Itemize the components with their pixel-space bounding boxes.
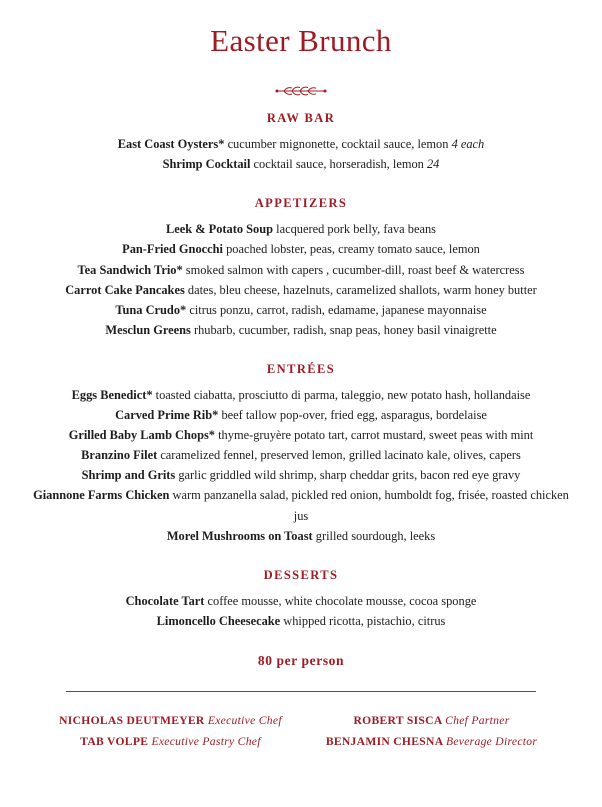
staff-credits — [24, 710, 578, 753]
menu-item — [24, 280, 578, 300]
menu-item-description: caramelized fennel, preserved lemon, grilled lacinato kale, olives, capers — [160, 448, 521, 463]
menu-item-description: cucumber mignonette, cocktail sauce, lemon — [227, 137, 449, 152]
staff-name: BENJAMIN CHESNA — [325, 735, 443, 749]
section-heading: RAW BAR — [266, 111, 336, 126]
staff-name: ROBERT SISCA — [353, 713, 442, 727]
menu-item-name: Tuna Crudo* — [115, 302, 187, 317]
menu-item — [24, 154, 578, 174]
staff-role: Executive Pastry Chef — [151, 735, 261, 749]
menu-item-name: Grilled Baby Lamb Chops* — [68, 428, 215, 443]
staff-name: TAB VOLPE — [80, 735, 149, 749]
menu-item-price: 4 each — [451, 137, 485, 152]
menu-item — [24, 320, 578, 340]
staff-role: Beverage Director — [445, 735, 538, 749]
staff-role: Chef Partner — [445, 713, 510, 727]
staff-column-right — [311, 710, 552, 753]
menu-item — [24, 300, 578, 320]
staff-entry — [311, 710, 552, 731]
menu-item-name: Eggs Benedict* — [71, 387, 153, 402]
section-raw-bar — [24, 111, 578, 174]
menu-item — [24, 239, 578, 259]
menu-item-description: citrus ponzu, carrot, radish, edamame, japanese mayonnaise — [189, 302, 487, 317]
staff-entry — [50, 731, 291, 752]
menu-item-name: Chocolate Tart — [125, 593, 205, 608]
menu-item-name: Pan-Fried Gnocchi — [122, 242, 223, 257]
menu-item-description: smoked salmon with capers , cucumber-dill, roast beef & watercress — [185, 262, 525, 277]
menu-item-description: poached lobster, peas, creamy tomato sauce, lemon — [226, 242, 480, 257]
menu-item-description: coffee mousse, white chocolate mousse, cocoa sponge — [207, 593, 477, 608]
menu-item-price: 24 — [426, 157, 440, 172]
section-heading: ENTRÉES — [266, 361, 336, 376]
menu-item-description: whipped ricotta, pistachio, citrus — [283, 613, 446, 628]
menu-item-name: Leek & Potato Soup — [165, 222, 274, 237]
menu-item-description: toasted ciabatta, prosciutto di parma, taleggio, new potato hash, hollandaise — [155, 387, 531, 402]
menu-item-name: Giannone Farms Chicken — [33, 488, 170, 503]
menu-item-description: rhubarb, cucumber, radish, snap peas, honey basil vinaigrette — [193, 322, 497, 337]
menu-item-description: thyme-gruyère potato tart, carrot mustard, sweet peas with mint — [218, 428, 534, 443]
divider — [66, 691, 536, 692]
spacer — [24, 174, 578, 192]
menu-item-name: Carrot Cake Pancakes — [65, 282, 185, 297]
menu-item-name: Tea Sandwich Trio* — [77, 262, 183, 277]
menu-item — [24, 219, 578, 239]
staff-name: NICHOLAS DEUTMEYER — [59, 713, 205, 727]
menu-item — [24, 134, 578, 154]
menu-item-description: beef tallow pop-over, fried egg, asparagus, bordelaise — [221, 408, 487, 423]
menu-item-description: dates, bleu cheese, hazelnuts, caramelized shallots, warm honey butter — [187, 282, 537, 297]
menu-item-name: East Coast Oysters* — [117, 137, 225, 152]
menu-item — [24, 405, 578, 425]
menu-item — [24, 591, 578, 611]
menu-item — [24, 385, 578, 405]
spacer — [24, 340, 578, 358]
menu-item-name: Carved Prime Rib* — [115, 408, 219, 423]
menu-item-name: Shrimp Cocktail — [162, 157, 251, 172]
menu-item-name: Limoncello Cheesecake — [156, 613, 281, 628]
section-appetizers — [24, 196, 578, 340]
menu-item-description: cocktail sauce, horseradish, lemon — [253, 157, 424, 172]
section-heading: APPETIZERS — [254, 196, 348, 211]
staff-role: Executive Chef — [207, 713, 282, 727]
menu-item — [24, 526, 578, 546]
menu-item — [24, 485, 578, 525]
menu-item-name: Branzino Filet — [81, 448, 158, 463]
staff-entry — [311, 731, 552, 752]
price-per-person: 80 per person — [257, 652, 345, 668]
menu-item-name: Morel Mushrooms on Toast — [166, 528, 313, 543]
menu-item-name: Mesclun Greens — [105, 322, 191, 337]
section-heading: DESSERTS — [263, 567, 339, 582]
section-entrees — [24, 362, 578, 546]
page-title: Easter Brunch — [210, 23, 392, 58]
menu-item-description: lacquered pork belly, fava beans — [276, 222, 436, 237]
menu-item-description: garlic griddled wild shrimp, sharp cheddar grits, bacon red eye gravy — [178, 468, 521, 483]
section-desserts — [24, 568, 578, 631]
menu-item — [24, 611, 578, 631]
menu-item-description: warm panzanella salad, pickled red onion, humboldt fog, frisée, roasted chicken jus — [172, 488, 569, 523]
menu-item — [24, 465, 578, 485]
menu-item-description: grilled sourdough, leeks — [315, 528, 436, 543]
leaf-ornament — [24, 81, 578, 97]
staff-column-left — [50, 710, 291, 753]
menu-item — [24, 425, 578, 445]
staff-entry — [50, 710, 291, 731]
menu-item — [24, 445, 578, 465]
menu-item — [24, 260, 578, 280]
menu-item-name: Shrimp and Grits — [81, 468, 176, 483]
spacer — [24, 546, 578, 564]
